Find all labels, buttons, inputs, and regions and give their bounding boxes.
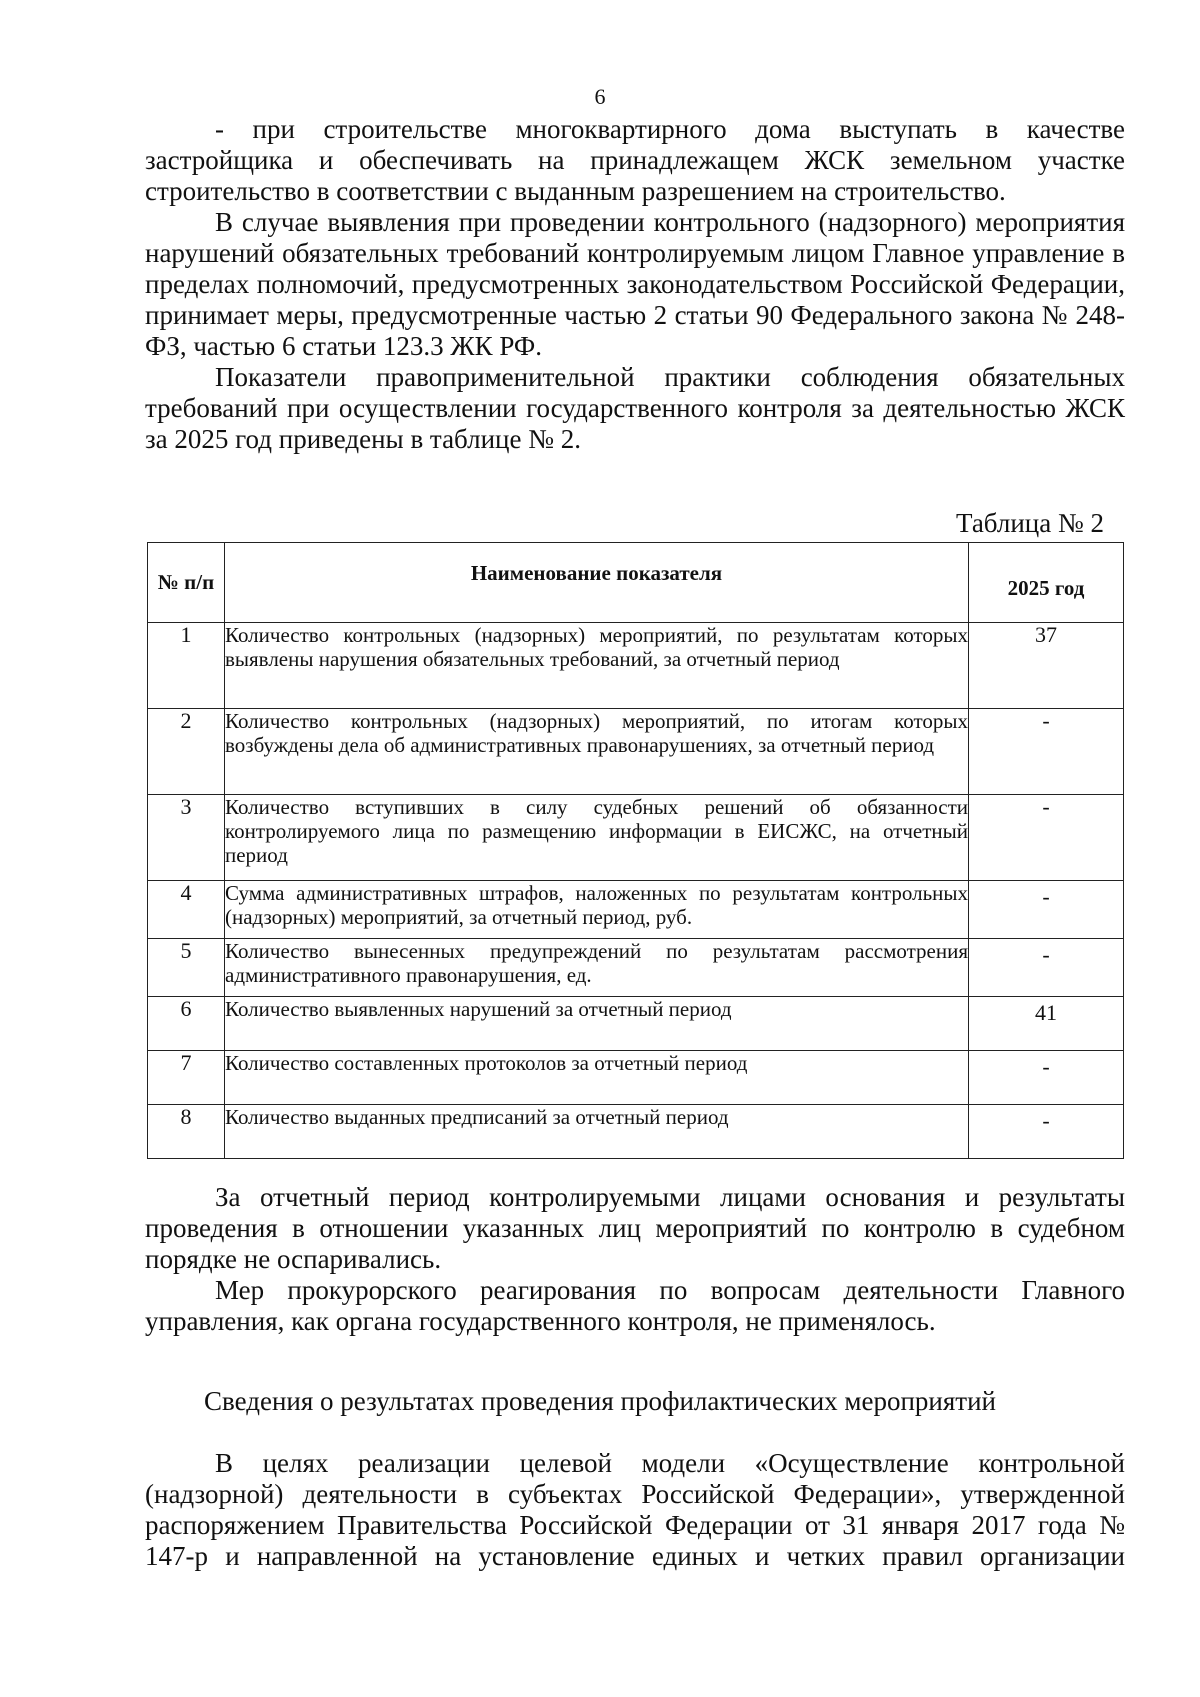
row-number: 6 [148,997,225,1051]
table-row [148,1105,1124,1159]
row-value: 37 [969,623,1124,709]
table-row [148,997,1124,1051]
row-indicator-name: Количество выданных предписаний за отчетный период [225,1105,969,1159]
header-number: № п/п [148,543,225,623]
row-indicator-name: Количество вынесенных предупреждений по результатам рассмотрения административного правонарушения, ед. [225,939,969,997]
page-number: 6 [594,84,606,109]
table-row [148,881,1124,939]
row-number: 2 [148,709,225,795]
row-number: 5 [148,939,225,997]
header-indicator-name: Наименование показателя [225,543,969,623]
row-number: 7 [148,1051,225,1105]
row-number: 1 [148,623,225,709]
row-indicator-name: Количество контрольных (надзорных) мероприятий, по итогам которых возбуждены дела об административных правонарушениях, за отчетный период [225,709,969,795]
row-value: - [969,709,1124,795]
final-section [145,1448,1125,1572]
table-caption: Таблица № 2 [956,508,1104,538]
row-indicator-name: Сумма административных штрафов, наложенных по результатам контрольных (надзорных) мероприятий, за отчетный период, руб. [225,881,969,939]
row-value: - [969,939,1124,997]
paragraph-prosecutor-measures: Мер прокурорского реагирования по вопросам деятельности Главного управления, как органа государственного контроля, не применялось. [145,1275,1125,1336]
after-table-section [145,1182,1125,1337]
paragraph-not-contested: За отчетный период контролируемыми лицами основания и результаты проведения в отношении указанных лиц мероприятий по контролю в судебном порядке не оспаривались. [145,1182,1125,1274]
table-row [148,1051,1124,1105]
row-value: - [969,881,1124,939]
row-number: 8 [148,1105,225,1159]
row-indicator-name: Количество составленных протоколов за отчетный период [225,1051,969,1105]
row-indicator-name: Количество вступивших в силу судебных решений об обязанности контролируемого лица по размещению информации в ЕИСЖС, на отчетный период [225,795,969,881]
row-number: 3 [148,795,225,881]
row-number: 4 [148,881,225,939]
table-row [148,795,1124,881]
paragraph-target-model: В целях реализации целевой модели «Осуществление контрольной (надзорной) деятельности в субъектах Российской Федерации», утвержденной распоряжением Правительства Российской Федерации от 31 января 2017 года № 147-р и направленной на установление единых и четких правил организации [145,1448,1125,1571]
row-value: 41 [969,997,1124,1051]
row-indicator-name: Количество контрольных (надзорных) мероприятий, по результатам которых выявлены нарушения обязательных требований, за отчетный период [225,623,969,709]
paragraph-violation-measures: В случае выявления при проведении контрольного (надзорного) мероприятия нарушений обязательных требований контролируемым лицом Главное управление в пределах полномочий, предусмотренных законодательством Российской Федерации, принимает меры, предусмотренные частью 2 статьи 90 Федерального закона № 248-ФЗ, частью 6 статьи 123.3 ЖК РФ. [145,207,1125,361]
row-value: - [969,1105,1124,1159]
intro-section [145,114,1125,455]
table-row [148,709,1124,795]
row-indicator-name: Количество выявленных нарушений за отчетный период [225,997,969,1051]
header-year: 2025 год [969,543,1124,623]
table-row [148,623,1124,709]
paragraph-developer-duties: - при строительстве многоквартирного дома выступать в качестве застройщика и обеспечивать на принадлежащем ЖСК земельном участке строительство в соответствии с выданным разрешением на строительство. [145,114,1125,206]
table-header-row [148,543,1124,623]
paragraph-indicators-intro: Показатели правоприменительной практики соблюдения обязательных требований при осуществлении государственного контроля за деятельностью ЖСК за 2025 год приведены в таблице № 2. [145,362,1125,454]
row-value: - [969,1051,1124,1105]
section-heading: Сведения о результатах проведения профилактических мероприятий [204,1386,996,1416]
table-row [148,939,1124,997]
indicators-table [147,542,1124,1159]
row-value: - [969,795,1124,881]
